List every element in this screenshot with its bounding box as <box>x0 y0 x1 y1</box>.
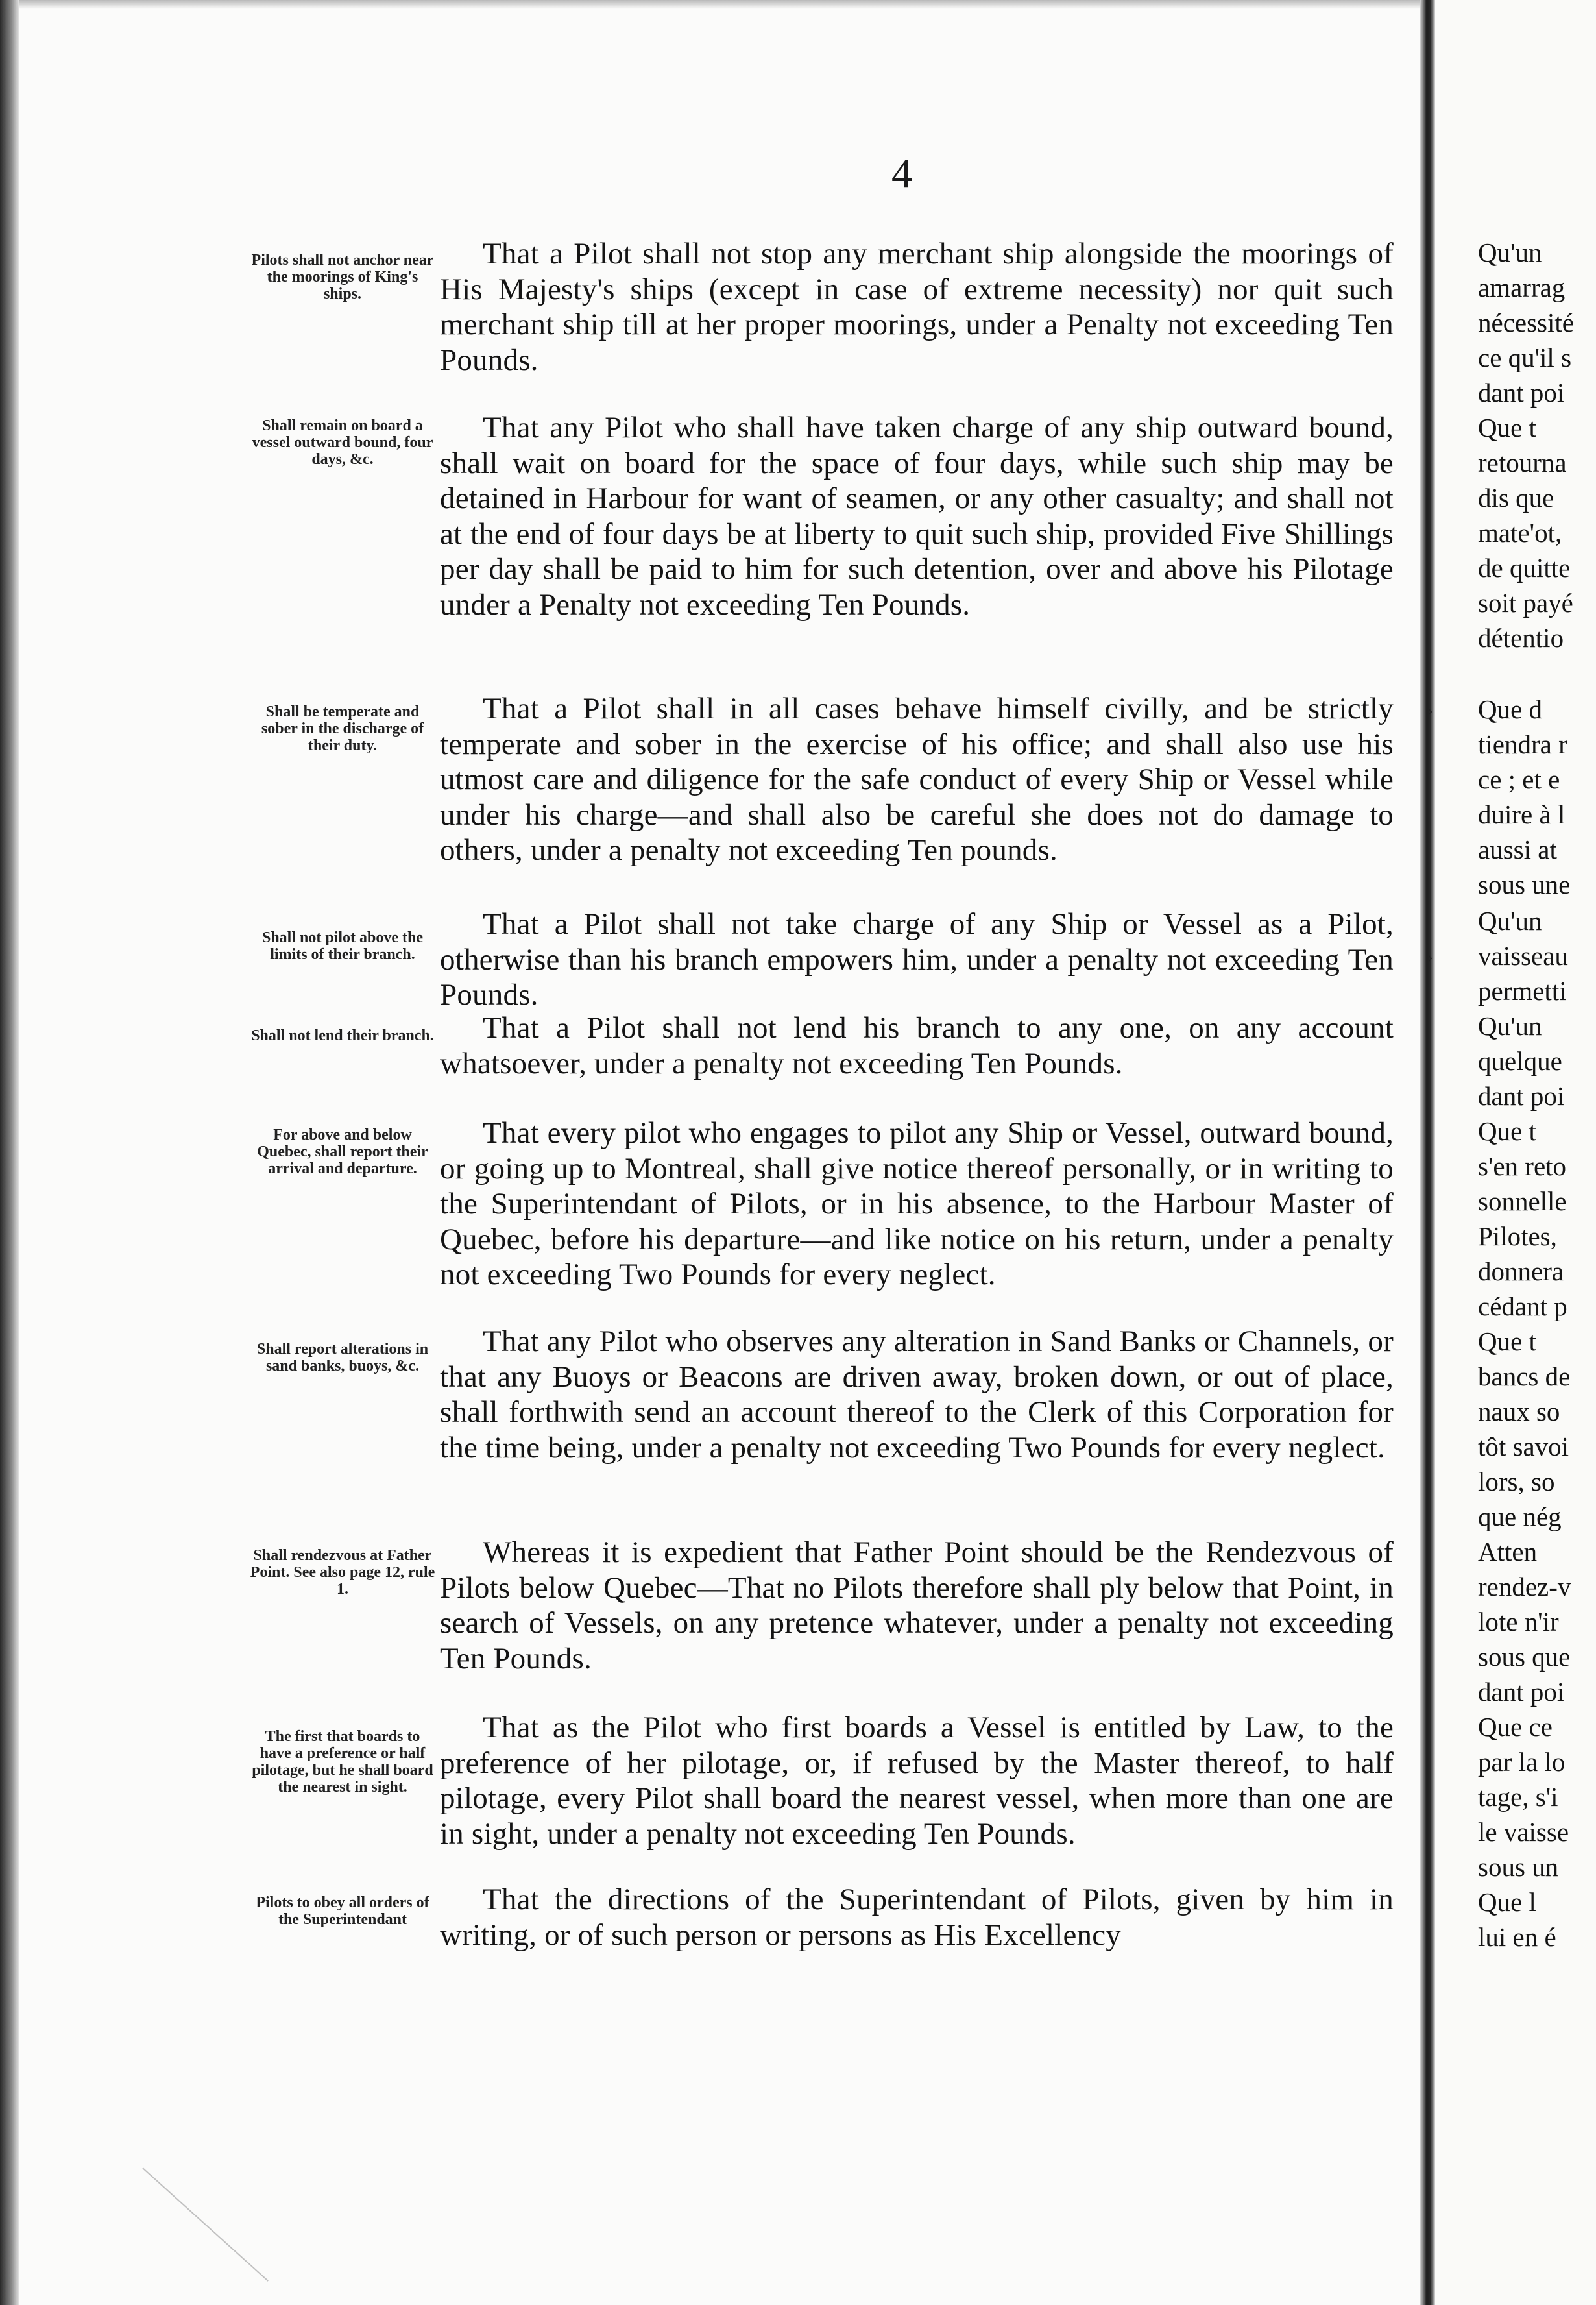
facing-page-line: aussi at <box>1478 835 1557 864</box>
facing-page-line: Atten <box>1478 1537 1538 1567</box>
facing-page-line: le vaisse <box>1478 1817 1569 1847</box>
facing-page-line: de quitte <box>1478 553 1571 583</box>
margin-note-9: The first that boards to have a preference or half pilotage, but he shall board the nearest in sight. <box>252 1728 433 1796</box>
facing-page-line: Qu'un <box>1478 238 1542 267</box>
facing-page-line: sous un <box>1478 1852 1559 1882</box>
facing-page-line: Que t <box>1478 1116 1536 1146</box>
book-gutter <box>1420 0 1435 2305</box>
facing-page-line: dant poi <box>1478 1081 1565 1111</box>
facing-page-line: mate'ot, <box>1478 518 1562 548</box>
scan-top-edge <box>0 0 1596 9</box>
facing-page-line: Que ce <box>1478 1712 1553 1742</box>
facing-page-marker: › <box>1427 947 1433 966</box>
facing-page-line: sonnelle <box>1478 1186 1567 1216</box>
facing-page-marker: › <box>1427 701 1433 720</box>
margin-note-3: Shall be temperate and sober in the discharge of their duty. <box>261 703 424 754</box>
facing-page-line: dant poi <box>1478 378 1565 408</box>
facing-page-line: duire à l <box>1478 799 1566 829</box>
facing-page-line: Qu'un <box>1478 1011 1542 1041</box>
facing-page-line: sous que <box>1478 1642 1571 1672</box>
margin-note-2: Shall remain on board a vessel outward bound, four days, &c. <box>252 417 433 468</box>
paragraph-5: That a Pilot shall not lend his branch to any one, on any account whatsoever, under a penalty not exceeding Ten Pounds. <box>440 1011 1394 1080</box>
paragraph-9: That as the Pilot who first boards a Vessel is entitled by Law, to the preference of her pilotage, or, if refused by the Master thereof, to half pilotage, every Pilot shall board the nearest vessel, when more than one are in sight, under a penalty not exceeding Ten Pounds. <box>440 1711 1394 1851</box>
paragraph-1: That a Pilot shall not stop any merchant ship alongside the moorings of His Majesty's ships (except in case of extreme necessity) nor quit such merchant ship till at her proper moorings, under a Penalty not exceeding Ten Pounds. <box>440 237 1394 377</box>
facing-page-line: lors, so <box>1478 1467 1555 1496</box>
paragraph-3: That a Pilot shall in all cases behave himself civilly, and be strictly temperate and sober in the exercise of his office; and shall also use his utmost care and diligence for the safe conduct of every Ship or Vessel while under his charge—and shall also be careful she does not do damage to others, under a penalty not exceeding Ten pounds. <box>440 692 1394 867</box>
facing-page-line: tôt savoi <box>1478 1432 1569 1461</box>
margin-note-7: Shall report alterations in sand banks, buoys, &c. <box>256 1341 429 1374</box>
facing-page-line: amarrag <box>1478 273 1566 302</box>
facing-page-line: permetti <box>1478 976 1567 1006</box>
facing-page-line: vaisseau <box>1478 941 1568 971</box>
facing-page-line: que nég <box>1478 1502 1562 1531</box>
facing-page-line: dant poi <box>1478 1677 1565 1707</box>
facing-page-line: tage, s'i <box>1478 1782 1558 1812</box>
facing-page-line: Pilotes, <box>1478 1221 1557 1251</box>
facing-page-line: ce qu'il s <box>1478 343 1572 372</box>
paragraph-4: That a Pilot shall not take charge of any Ship or Vessel as a Pilot, otherwise than his branch empowers him, under a penalty not exceeding Ten Pounds. <box>440 907 1394 1012</box>
margin-note-10: Pilots to obey all orders of the Superintendant <box>256 1894 429 1928</box>
scan-left-edge <box>0 0 19 2305</box>
facing-page-line: sous une <box>1478 870 1571 899</box>
paragraph-2: That any Pilot who shall have taken charge of any ship outward bound, shall wait on board for the space of four days, while such ship may be detained in Harbour for want of seamen, or any other casualty; and shall not at the end of four days be at liberty to quit such ship, provided Five Shillings per day shall be paid to him for such detention, over and above his Pilotage under a Penalty not exceeding Ten Pounds. <box>440 411 1394 622</box>
facing-page-line: nécessité <box>1478 308 1574 337</box>
facing-page-line: dis que <box>1478 483 1554 513</box>
margin-note-5: Shall not lend their branch. <box>251 1027 434 1044</box>
facing-page-line: bancs de <box>1478 1361 1571 1391</box>
page-number: 4 <box>891 150 912 196</box>
margin-note-6: For above and below Quebec, shall report their arrival and departure. <box>257 1127 428 1177</box>
margin-note-8: Shall rendezvous at Father Point. See also page 12, rule 1. <box>250 1547 435 1598</box>
facing-page-line: soit payé <box>1478 588 1573 618</box>
facing-page-line: naux so <box>1478 1396 1560 1426</box>
paragraph-6: That every pilot who engages to pilot any Ship or Vessel, outward bound, or going up to Montreal, shall give notice thereof personally, or in writing to the Superintendant of Pilots, or in his absence, to the Harbour Master of Quebec, before his departure—and like notice on his return, under a penalty not exceeding Two Pounds for every neglect. <box>440 1116 1394 1291</box>
facing-page-line: détentio <box>1478 623 1564 653</box>
facing-page-line: Que t <box>1478 413 1536 443</box>
facing-page-line: Qu'un <box>1478 906 1542 936</box>
facing-page-line: lui en é <box>1478 1922 1556 1952</box>
paragraph-7: That any Pilot who observes any alteration in Sand Banks or Channels, or that any Buoys or Beacons are driven away, broken down, or out of place, shall forthwith send an account thereof to the Clerk of this Corporation for the time being, under a penalty not exceeding Two Pounds for every neglect. <box>440 1324 1394 1465</box>
facing-page-line: retourna <box>1478 448 1567 478</box>
facing-page-line: donnera <box>1478 1256 1564 1286</box>
facing-page-line: quelque <box>1478 1046 1562 1076</box>
facing-page-line: ce ; et e <box>1478 764 1560 794</box>
facing-page-line: Que l <box>1478 1887 1536 1917</box>
paragraph-10: That the directions of the Superintendant of Pilots, given by him in writing, or of such person or persons as His Excellency <box>440 1883 1394 1952</box>
facing-page-line: Que t <box>1478 1326 1536 1356</box>
facing-page-line: s'en reto <box>1478 1151 1567 1181</box>
facing-page-line: par la lo <box>1478 1747 1566 1777</box>
paragraph-8: Whereas it is expedient that Father Point should be the Rendezvous of Pilots below Quebec—That no Pilots therefore shall ply below that Point, in search of Vessels, on any pretence whatever, under a penalty not exceeding Ten Pounds. <box>440 1535 1394 1676</box>
margin-note-4: Shall not pilot above the limits of their branch. <box>261 929 424 963</box>
margin-note-1: Pilots shall not anchor near the moorings of King's ships. <box>251 252 434 302</box>
facing-page-line: lote n'ir <box>1478 1607 1559 1637</box>
facing-page-line: Que d <box>1478 694 1543 724</box>
facing-page-line: tiendra r <box>1478 729 1567 759</box>
facing-page-line: rendez-v <box>1478 1572 1571 1602</box>
scan-smudge <box>142 2167 269 2281</box>
facing-page-line: cédant p <box>1478 1291 1567 1321</box>
